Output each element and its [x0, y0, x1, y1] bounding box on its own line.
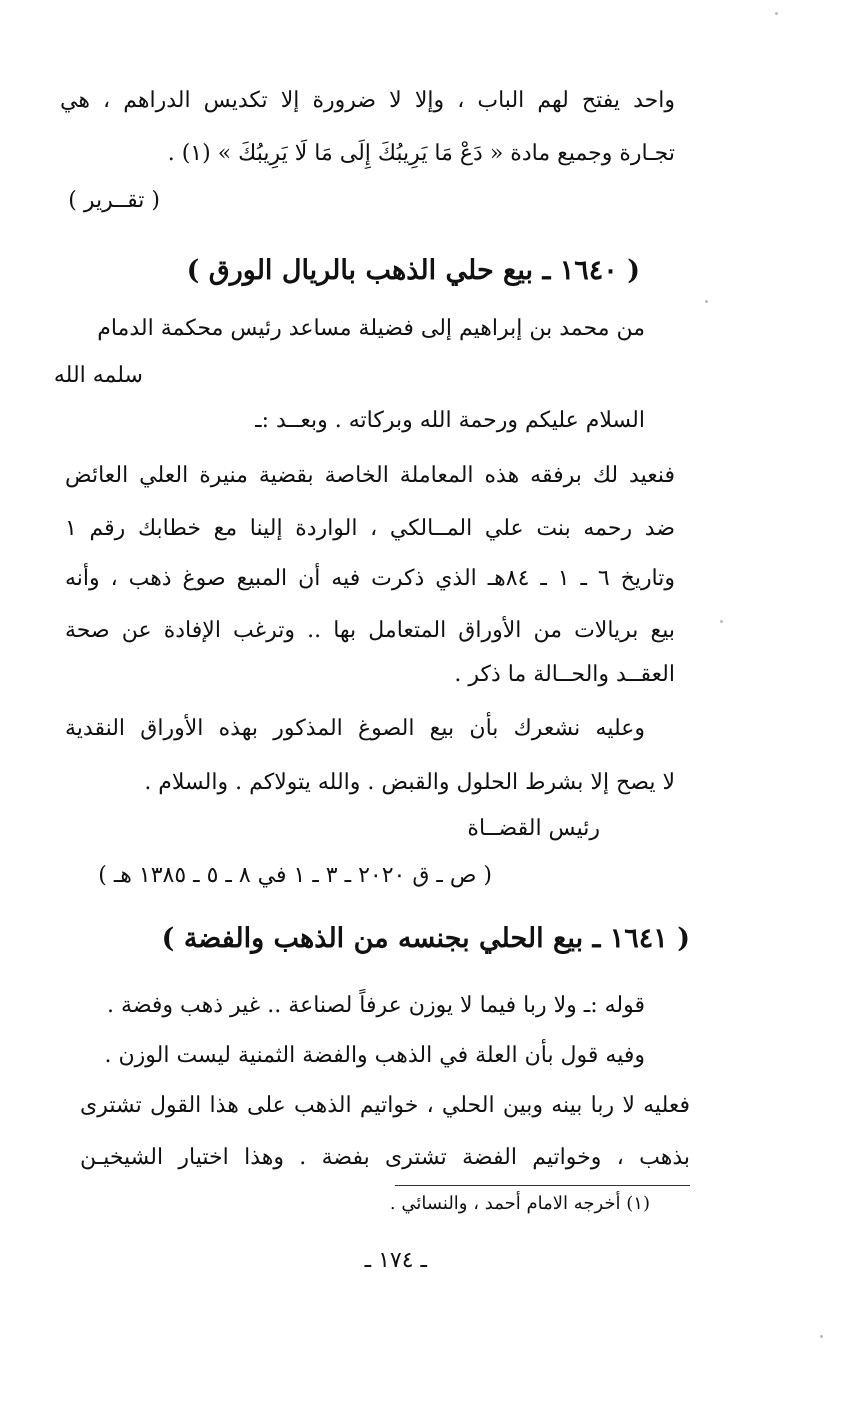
- paragraph-1-line-1: فنعيد لك برفقه هذه المعاملة الخاصة بقضية منيرة العلي العائض: [65, 463, 675, 488]
- signature: رئيس القضــاة: [467, 816, 600, 841]
- footnote-rule: [395, 1185, 690, 1186]
- section-2-line-3: فعليه لا ربا بينه وبين الحلي ، خواتيم الذهب على هذا القول تشترى: [80, 1093, 690, 1118]
- report-tag: ( تقــرير ): [68, 188, 160, 213]
- letter-address-line-1: من محمد بن إبراهيم إلى فضيلة مساعد رئيس محكمة الدمام: [97, 316, 645, 341]
- paragraph-1-line-2: ضد رحمه بنت علي المــالكي ، الواردة إلينا مع خطابك رقم ١: [65, 516, 675, 541]
- section-heading-1641: ( ١٦٤١ ـ بيع الحلي بجنسه من الذهب والفضة ): [161, 923, 690, 954]
- section-heading-1640: ( ١٦٤٠ ـ بيع حلي الذهب بالريال الورق ): [186, 255, 640, 286]
- reference-note: ( ص ـ ق ٢٠٢٠ ـ ٣ ـ ١ في ٨ ـ ٥ ـ ١٣٨٥ هـ ): [98, 863, 492, 888]
- paragraph-1-line-4: بيع بريالات من الأوراق المتعامل بها .. وترغب الإفادة عن صحة: [65, 618, 675, 643]
- section-2-line-1: قوله :ـ ولا ربا فيما لا يوزن عرفاً لصناعة .. غير ذهب وفضة .: [107, 993, 645, 1018]
- intro-line-1: واحد يفتح لهم الباب ، وإلا لا ضرورة إلا تكديس الدراهم ، هي: [60, 88, 675, 113]
- intro-line-2: تجـارة وجميع مادة « دَعْ مَا يَرِيبُكَ إِلَى مَا لَا يَرِيبُكَ » (١) .: [167, 141, 675, 166]
- paragraph-2-line-1: وعليه نشعرك بأن بيع الصوغ المذكور بهذه الأوراق النقدية: [65, 716, 645, 741]
- scan-speck: [705, 300, 708, 303]
- scan-speck: [720, 620, 723, 623]
- footnote: (١) أخرجه الامام أحمد ، والنسائي .: [389, 1193, 650, 1214]
- scan-speck: [775, 12, 778, 15]
- scan-speck: [820, 1335, 823, 1338]
- paragraph-1-line-5: العقــد والحــالة ما ذكر .: [454, 662, 675, 687]
- paragraph-1-line-3: وتاريخ ٦ ـ ١ ـ ٨٤هـ الذي ذكرت فيه أن المبيع صوغ ذهب ، وأنه: [65, 566, 676, 591]
- section-2-line-2: وفيه قول بأن العلة في الذهب والفضة الثمنية ليست الوزن .: [104, 1043, 645, 1068]
- page-number: ـ ١٧٤ ـ: [364, 1248, 427, 1273]
- letter-address-line-2: سلمه الله: [53, 363, 143, 388]
- paragraph-2-line-2: لا يصح إلا بشرط الحلول والقبض . والله يتولاكم . والسلام .: [144, 770, 675, 795]
- section-2-line-4: بذهب ، وخواتيم الفضة تشترى بفضة . وهذا اختيار الشيخيـن: [80, 1145, 690, 1170]
- greeting: السلام عليكم ورحمة الله وبركاته . وبعــد :ـ: [255, 408, 645, 433]
